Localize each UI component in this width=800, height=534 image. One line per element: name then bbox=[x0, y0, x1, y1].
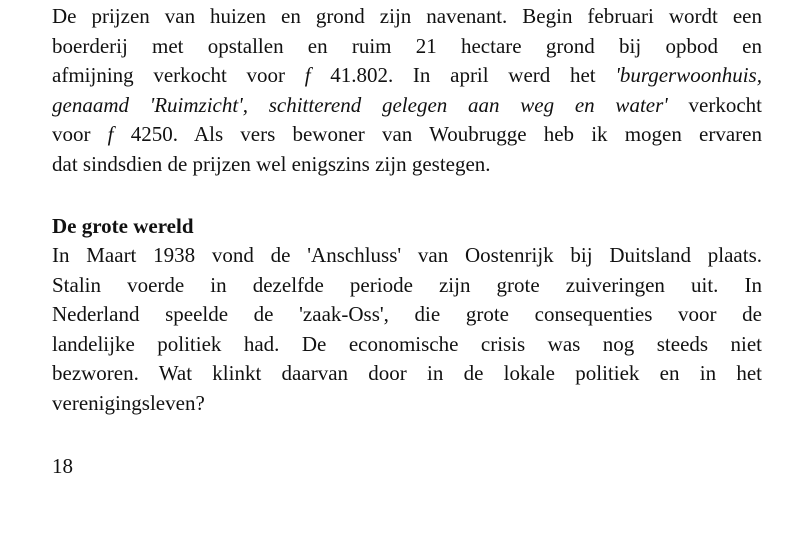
text-line: boerderij met opstallen en ruim 21 hectare grond bij opbod en bbox=[52, 33, 762, 58]
text-line bbox=[52, 91, 762, 121]
paragraph-prices bbox=[52, 2, 762, 180]
text-line bbox=[52, 120, 762, 150]
quoted-text: genaamd 'Ruimzicht', schitterend gelegen aan weg en water' bbox=[52, 92, 668, 117]
text-line: In Maart 1938 vond de 'Anschluss' van Oostenrijk bij Duitsland plaats. bbox=[52, 243, 762, 267]
text-line: verenigingsleven? bbox=[52, 390, 205, 415]
text-segment: 4250. Als vers bewoner van Woubrugge heb ik mogen ervaren bbox=[113, 122, 762, 147]
quoted-text: 'burgerwoonhuis, bbox=[615, 63, 762, 88]
text-segment: verkocht bbox=[667, 92, 762, 117]
guilder-sign: f bbox=[107, 122, 114, 147]
text-line: Stalin voerde in dezelfde periode zijn grote zuiveringen uit. In bbox=[52, 272, 762, 297]
text-line: Nederland speelde de 'zaak-Oss', die grote consequenties voor de bbox=[52, 302, 762, 327]
text-segment: afmijning verkocht voor bbox=[52, 63, 305, 88]
text-line: landelijke politiek had. De economische crisis was nog steeds niet bbox=[52, 331, 762, 356]
text-segment: voor bbox=[52, 122, 108, 147]
text-line: dat sindsdien de prijzen wel enigszins zijn gestegen. bbox=[52, 151, 491, 176]
text-line: bezworen. Wat klinkt daarvan door in de lokale politiek en in het bbox=[52, 361, 762, 386]
text-line bbox=[52, 61, 762, 91]
paragraph-world bbox=[52, 241, 762, 419]
section-heading: De grote wereld bbox=[52, 214, 194, 238]
page-number: 18 bbox=[52, 454, 73, 478]
guilder-sign: f bbox=[304, 63, 311, 88]
text-line: De prijzen van huizen en grond zijn navenant. Begin februari wordt een bbox=[52, 4, 762, 28]
text-segment: 41.802. In april werd het bbox=[310, 63, 616, 88]
